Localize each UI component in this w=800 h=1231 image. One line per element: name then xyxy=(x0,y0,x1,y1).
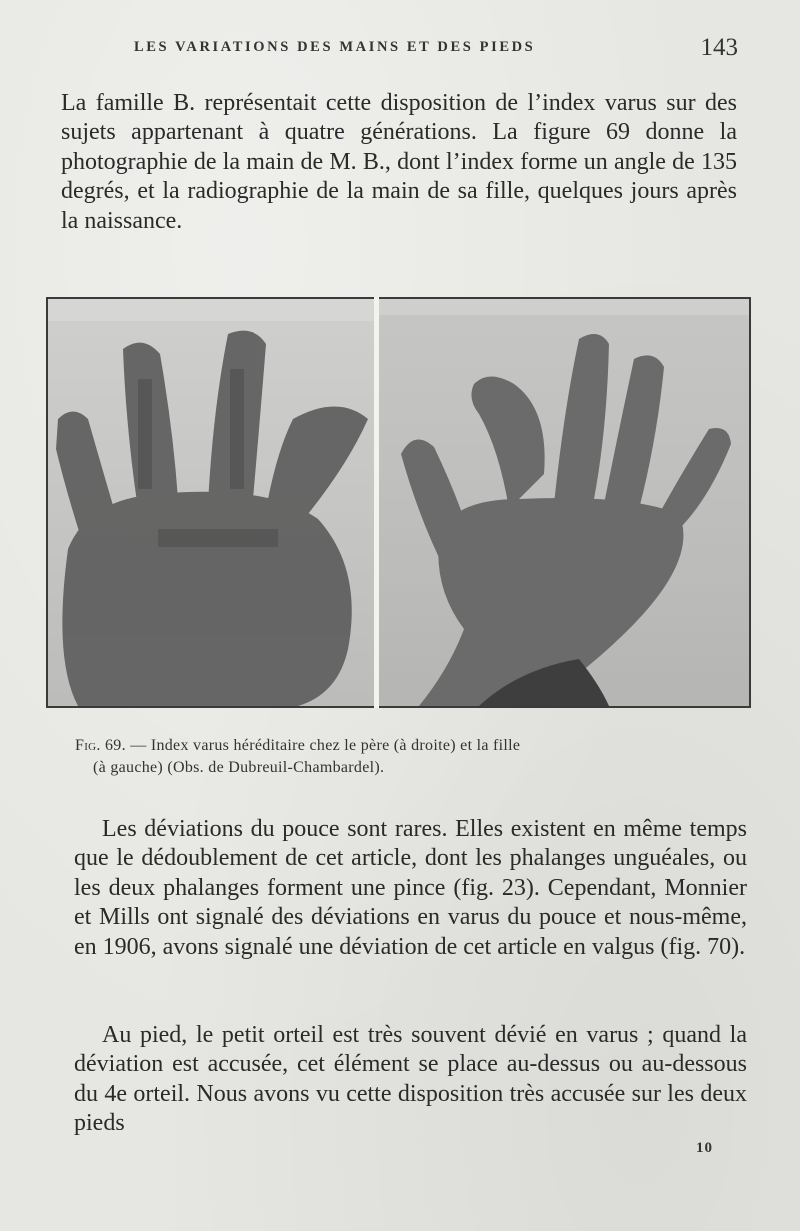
page-number: 143 xyxy=(700,34,738,61)
running-head xyxy=(0,34,800,64)
radiograph-plate xyxy=(48,299,374,706)
caption-line-2: (à gauche) (Obs. de Dubreuil-Chambardel). xyxy=(93,758,385,776)
figure-69 xyxy=(46,297,751,708)
paragraph-pied: Au pied, le petit orteil est très souvent dévié en varus ; quand la déviation est accusée, cet élément se place au-dessus ou au-dessous du 4e orteil. Nous avons vu cette disposition très accusée sur les deux pieds xyxy=(74,1022,747,1137)
radiograph-hand-image xyxy=(48,299,374,706)
photograph-hand-image xyxy=(379,299,749,706)
caption-line-1: — Index varus héréditaire chez le père (à droite) et la fille xyxy=(130,737,521,754)
caption-label: Fig. 69. xyxy=(75,737,126,754)
paragraph-deviations-pouce: Les déviations du pouce sont rares. Elles existent en même temps que le dédoublement de cet article, dont les phalanges unguéales, ou les deux phalanges forment une pince (fig. 23). Cependant, Monnier et Mills ont signalé des déviations en varus du pouce et nous-même, en 1906, avons signalé une déviation de cet article en valgus (fig. 70). xyxy=(74,816,747,960)
figure-caption xyxy=(75,735,755,778)
photograph-plate xyxy=(379,299,749,706)
paragraph-famille-b: La famille B. représentait cette disposition de l’index varus sur des sujets appartenant à quatre générations. La figure 69 donne la photographie de la main de M. B., dont l’index forme un angle de 135 degrés, et la radiographie de la main de sa fille, quelques jours après la naissance. xyxy=(61,90,737,234)
signature-mark: 10 xyxy=(696,1140,713,1156)
running-title: LES VARIATIONS DES MAINS ET DES PIEDS xyxy=(134,39,536,55)
